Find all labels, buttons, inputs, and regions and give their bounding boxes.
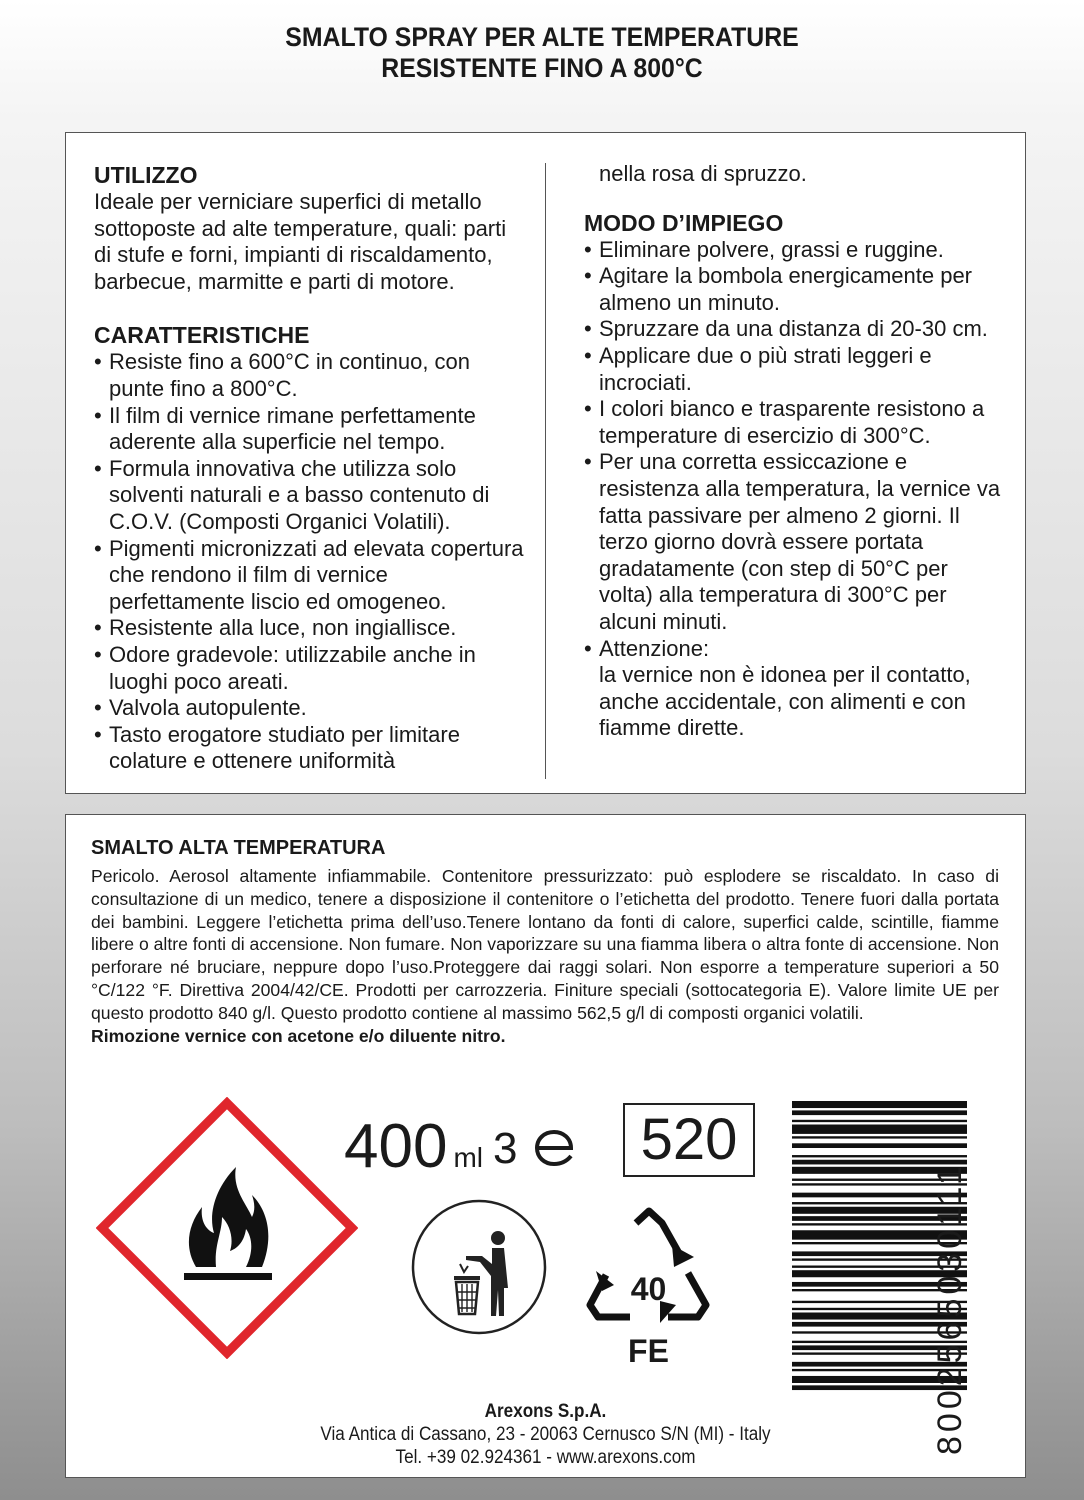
barcode-bar [792, 1101, 967, 1108]
barcode-bar [792, 1125, 967, 1134]
caratteristiche-list [94, 349, 524, 775]
warning-text: Pericolo. Aerosol altamente infiammabile. Contenitore pressurizzato: può esplodere se riscaldato. In caso di consultazione di un medico, tenere a disposizione il contenitore o l’etichetta del prodotto. Tenere fuori dalla portata dei bambini. Leggere l’etichetta prima dell’uso.Tenere lontano da fonti di calore, superfici calde, scintille, fiamme libere o altre fonti di accensione. Non fumare. Non vaporizzare su una fiamma libera o altra fonte di accensione. Non perforare né bruciare, neppure dopo l’uso.Proteggere dai raggi solari. Non esporre a temperature superiori a 50 °C/122 °F. Direttiva 2004/42/CE. Prodotti per carrozzeria. Finiture speciali (sottocategoria E). Valore limite UE per questo prodotto 840 g/l. Questo prodotto contiene al massimo 562,5 g/l di composti organici volatili. [91, 866, 999, 1023]
barcode-bar [792, 1143, 967, 1148]
flame-hazard-icon [96, 1097, 358, 1359]
company-address [66, 1400, 1025, 1469]
list-item: • Applicare due o più strati leggeri e incrociati. [584, 343, 1004, 396]
attenzione-label: Attenzione: [599, 635, 710, 661]
modo-list [584, 237, 1004, 742]
company-name: Arexons S.p.A. [484, 1401, 607, 1422]
warning-body [91, 865, 999, 1047]
quantity-value: 400 [344, 1112, 448, 1181]
safety-panel [65, 814, 1026, 1478]
instructions-panel [65, 132, 1026, 794]
code-box: 520 [623, 1103, 755, 1177]
barcode-bar [792, 1120, 967, 1122]
continuation-text: nella rosa di spruzzo. [599, 161, 807, 186]
list-item: • Agitare la bombola energicamente per almeno un minuto. [584, 263, 1004, 316]
list-item: • Eliminare polvere, grassi e ruggine. [584, 237, 1004, 264]
barcode-bar [792, 1110, 967, 1115]
list-item: • I colori bianco e trasparente resistono a temperature di esercizio di 300°C. [584, 396, 1004, 449]
recycling-material: FE [628, 1333, 669, 1369]
caratteristiche-heading: CARATTERISTICHE [94, 322, 310, 349]
quantity-marking [344, 1098, 577, 1181]
warning-title: SMALTO ALTA TEMPERATURA [91, 837, 386, 859]
list-item: • Resiste fino a 600°C in continuo, con punte fino a 800°C. [94, 349, 524, 402]
list-item [584, 636, 1004, 742]
list-item: • Valvola autopulente. [94, 695, 524, 722]
company-street: Via Antica di Cassano, 23 - 20063 Cernusco S/N (MI) - Italy [320, 1424, 771, 1445]
trash-bin-icon [410, 1198, 548, 1336]
page-title [43, 22, 1040, 84]
quantity-unit: ml [453, 1142, 483, 1173]
recycling-code: 40 [630, 1271, 667, 1307]
title-line-2: RESISTENTE FINO A 800°C [381, 53, 703, 83]
list-item: • Il film di vernice rimane perfettamente aderente alla superficie nel tempo. [94, 403, 524, 456]
list-item: • Formula innovativa che utilizza solo solventi naturali e a basso contenuto di C.O.V. (Composti Organici Volatili). [94, 456, 524, 536]
attenzione-text: la vernice non è idonea per il contatto, anche accidentale, con alimenti e con fiamme dirette. [599, 662, 971, 741]
barcode-bar [792, 1136, 967, 1138]
recycling-arrows-icon [576, 1205, 721, 1335]
list-item: • Per una corretta essiccazione e resistenza alla temperatura, la vernice va fatta passivare per almeno 2 giorni. Il terzo giorno dovrà essere portata gradatamente (con step di 50°C per volta) alla temperatura di 300°C per alcuni minuti. [584, 449, 1004, 635]
list-item: • Pigmenti micronizzati ad elevata copertura che rendono il film di vernice perfettamente liscio ed omogeneo. [94, 536, 524, 616]
barcode-digits: 8002565030111 [931, 1162, 969, 1455]
utilizzo-heading: UTILIZZO [94, 162, 198, 188]
list-item: • Tasto erogatore studiato per limitare colature e ottenere uniformità [94, 722, 524, 775]
reversed-three-mark: 3 [493, 1124, 518, 1173]
estimated-sign-icon [531, 1128, 577, 1168]
modo-heading: MODO D’IMPIEGO [584, 209, 784, 236]
left-column [94, 161, 524, 775]
right-column [584, 161, 1004, 742]
list-item: • Odore gradevole: utilizzabile anche in luoghi poco areati. [94, 642, 524, 695]
utilizzo-text: Ideale per verniciare superfici di metallo sottoposte ad alte temperature, quali: parti di stufe e forni, impianti di riscaldamento, barbecue, marmitte e parti di motore. [94, 189, 507, 294]
list-item: • Resistente alla luce, non ingiallisce. [94, 615, 524, 642]
barcode-bar [792, 1155, 967, 1157]
company-contact: Tel. +39 02.924361 - www.arexons.com [395, 1447, 696, 1468]
recycling-symbol [576, 1205, 721, 1369]
removal-text: Rimozione vernice con acetone e/o diluente nitro. [91, 1025, 506, 1046]
column-divider [545, 163, 546, 779]
list-item: • Spruzzare da una distanza di 20-30 cm. [584, 316, 1004, 343]
title-line-1: SMALTO SPRAY PER ALTE TEMPERATURE [285, 22, 799, 52]
